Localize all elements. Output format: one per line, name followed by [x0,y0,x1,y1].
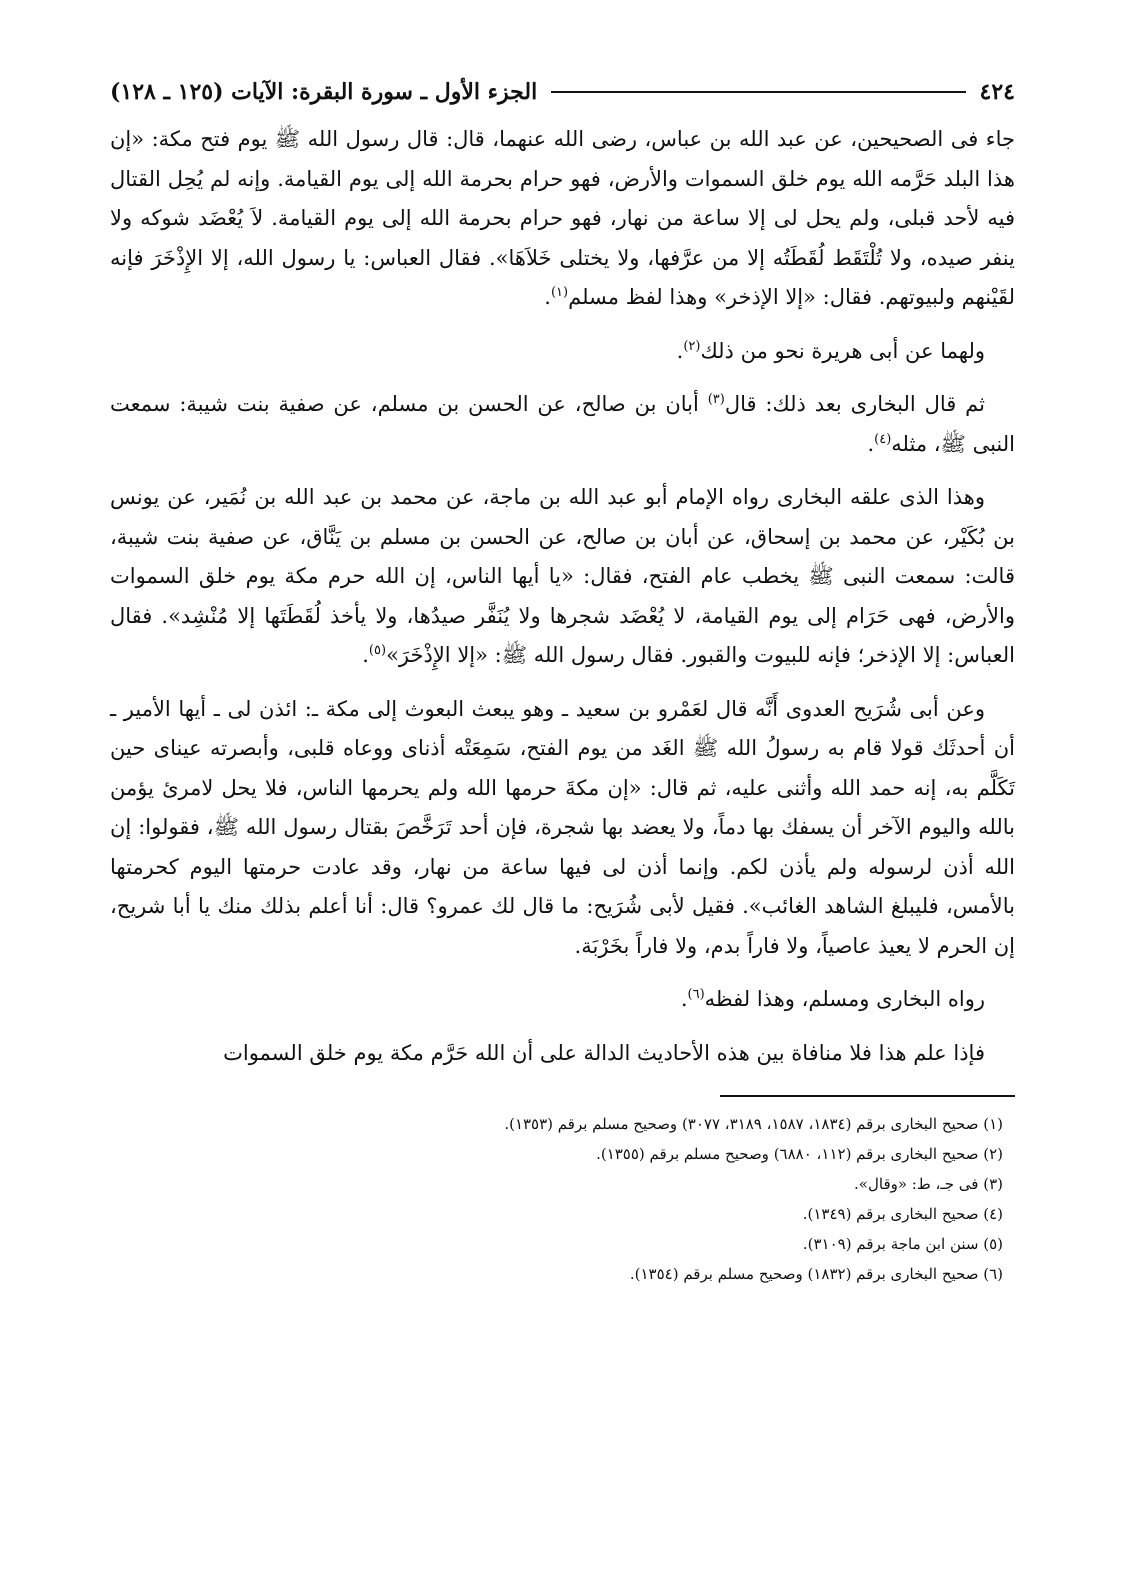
page-number: ٤٢٤ [979,79,1015,105]
paragraph-text: فإذا علم هذا فلا منافاة بين هذه الأحاديث الدالة على أن الله حَرَّم مكة يوم خلق السموات [223,1040,985,1065]
footnote: (١) صحيح البخارى برقم (١٨٣٤، ١٥٨٧، ٣١٨٩، ٣٠٧٧) وصحيح مسلم برقم (١٣٥٣). [504,1115,1003,1133]
footnote-ref[interactable]: (٦) [687,987,705,1002]
footnote: (٥) سنن ابن ماجة برقم (٣١٠٩). [802,1235,1003,1253]
paragraph [110,1034,1015,1074]
paragraph-text: وهذا الذى علقه البخارى رواه الإمام أبو عبد الله بن ماجة، عن محمد بن عبد الله بن نُمَير، عن يونس بن بُكَيْر، عن محمد بن إسحاق، عن أبان بن صالح، عن الحسن بن مسلم بن يَنَّاق، عن صفية بنت شيبة، قالت: سمعت النبى ﷺ يخطب عام الفتح، فقال: «يا أيها الناس، إن الله حرم مكة يوم خلق السموات والأرض، فهى حَرَام إلى يوم القيامة، لا يُعْضَد شجرها ولا يُنَفَّر صيدُها، ولا يأخذ لُقَطَتَها إلا مُنْشِد». فقال العباس: إلا الإذخر؛ فإنه للبيوت والقبور. فقال رسول الله ﷺ: «إلا الإِذْخَرَ» [110,485,1015,667]
footnote: (٢) صحيح البخارى برقم (١١٢، ٦٨٨٠) وصحيح مسلم برقم (١٣٥٥). [596,1145,1003,1163]
footnote-ref[interactable]: (٣) [707,392,725,407]
footnote: (٦) صحيح البخارى برقم (١٨٣٢) وصحيح مسلم برقم (١٣٥٤). [629,1265,1003,1283]
footnote-ref[interactable]: (٢) [683,338,701,354]
paragraph-text: رواه البخارى ومسلم، وهذا لفظه [704,987,985,1011]
running-title: الجزء الأول ـ سورة البقرة: الآيات (١٢٥ ـ ١٢٨) [110,79,538,105]
main-text [110,120,1015,1073]
footnotes-list [110,1109,1015,1289]
running-header [110,70,1015,114]
paragraph: ولهما عن أبى هريرة نحو من ذلك$^{(٢)}$. [676,338,985,363]
paragraph: جاء فى الصحيحين، عن عبد الله بن عباس، رضى الله عنهما، قال: قال رسول الله ﷺ يوم فتح مكة: «إن هذا البلد حَرَّمه الله يوم خلق السموات والأرض، فهو حرام بحرمة الله إلى يوم القيامة. وإنه لم يُحِل القتال فيه لأحد قبلى، ولم يحل لى إلا ساعة من نهار، فهو حرام بحرمة الله إلى يوم القيامة. لاَ يُعْضَد شوكه ولا ينفر صيده، ولا تُلْتَقَط لُقَطَتُه إلا من عرَّفها، ولا يختلى خَلاَهَا». فقال العباس: يا رسول الله، إلا الإِذْخَرَ فإنه لقَيْنهم ولبيوتهم. فقال: «إلا الإذخر» وهذا لفظ مسلم$^{(١)}$. [110,127,1015,309]
footnote: (٣) فى جـ، ط: «وقال». [854,1175,1003,1193]
paragraph-text: وعن أبى شُرَيح العدوى أَنَّه قال لعَمْرو بن سعيد ـ وهو يبعث البعوث إلى مكة ـ: ائذن لى ـ أيها الأمير ـ أن أحدثَك قولا قام به رسولُ الله ﷺ الغَد من يوم الفتح، سَمِعَتْه أذناى ووعاه قلبى، وأبصرته عيناى حين تَكَلَّم به، إنه حمد الله وأثنى عليه، ثم قال: «إن مكةَ حرمها الله ولم يحرمها الناس، فلا يحل لامرئ يؤمن بالله واليوم الآخر أن يسفك بها دماً، ولا يعضد بها شجرة، فإن أحد تَرَخَّصَ بقتال رسول الله ﷺ، فقولوا: إن الله أذن لرسوله ولم يأذن لكم. وإنما أذن لى فيها ساعة من نهار، وقد عادت حرمتها اليوم كحرمتها بالأمس، فليبلغ الشاهد الغائب». فقيل لأبى شُرَيح: ما قال لك عمرو؟ قال: أنا أعلم بذلك منك يا أبا شريح، إن الحرم لا يعيذ عاصياً، ولا فاراً بدم، ولا فاراً بخَرْبَة. [110,696,1015,958]
paragraph-text: ولهما عن أبى هريرة نحو من ذلك [700,338,985,363]
footnote-ref[interactable]: (٤) [874,431,892,447]
paragraph: وهذا الذى علقه البخارى رواه الإمام أبو عبد الله بن ماجة، عن محمد بن عبد الله بن نُمَير، عن يونس بن بُكَيْر، عن محمد بن إسحاق، عن أبان بن صالح، عن الحسن بن مسلم بن يَنَّاق، عن صفية بنت شيبة، قالت: سمعت النبى ﷺ يخطب عام الفتح، فقال: «يا أيها الناس، إن الله حرم مكة يوم خلق السموات والأرض، فهى حَرَام إلى يوم القيامة، لا يُعْضَد شجرها ولا يُنَفَّر صيدُها، ولا يأخذ لُقَطَتَها إلا مُنْشِد». فقال العباس: إلا الإذخر؛ فإنه للبيوت والقبور. فقال رسول الله ﷺ: «إلا الإِذْخَرَ»$^{(٥)}$. [110,485,1015,667]
footnote-ref[interactable]: (١) [550,285,569,300]
footnote: (٤) صحيح البخارى برقم (١٣٤٩). [802,1205,1003,1223]
footnote-rule [720,1095,1015,1097]
paragraph-text: ثم قال البخارى بعد ذلك: قال [724,392,985,416]
book-page [110,70,1015,1550]
paragraph: ثم قال البخارى بعد ذلك: قال$^{(٣)}$ أبان بن صالح، عن الحسن بن مسلم، عن صفية بنت شيبة: سمعت النبى ﷺ، مثله$^{(٤)}$. [110,392,1015,456]
footnote-ref[interactable]: (٥) [368,643,387,658]
paragraph [110,690,1015,967]
paragraph-text: جاء فى الصحيحين، عن عبد الله بن عباس، رضى الله عنهما، قال: قال رسول الله ﷺ يوم فتح مكة: «إن هذا البلد حَرَّمه الله يوم خلق السموات والأرض، فهو حرام بحرمة الله إلى يوم القيامة. وإنه لم يُحِل القتال فيه لأحد قبلى، ولم يحل لى إلا ساعة من نهار، فهو حرام بحرمة الله إلى يوم القيامة. لاَ يُعْضَد شوكه ولا ينفر صيده، ولا تُلْتَقَط لُقَطَتُه إلا من عرَّفها، ولا يختلى خَلاَهَا». فقال العباس: يا رسول الله، إلا الإِذْخَرَ فإنه لقَيْنهم ولبيوتهم. فقال: «إلا الإذخر» وهذا لفظ مسلم [110,127,1015,309]
header-rule [551,91,965,93]
paragraph: رواه البخارى ومسلم، وهذا لفظه$^{(٦)}$. [680,987,985,1011]
paragraph-text: أبان بن صالح، عن الحسن بن مسلم، عن صفية بنت شيبة: سمعت النبى ﷺ، مثله [110,392,1015,456]
